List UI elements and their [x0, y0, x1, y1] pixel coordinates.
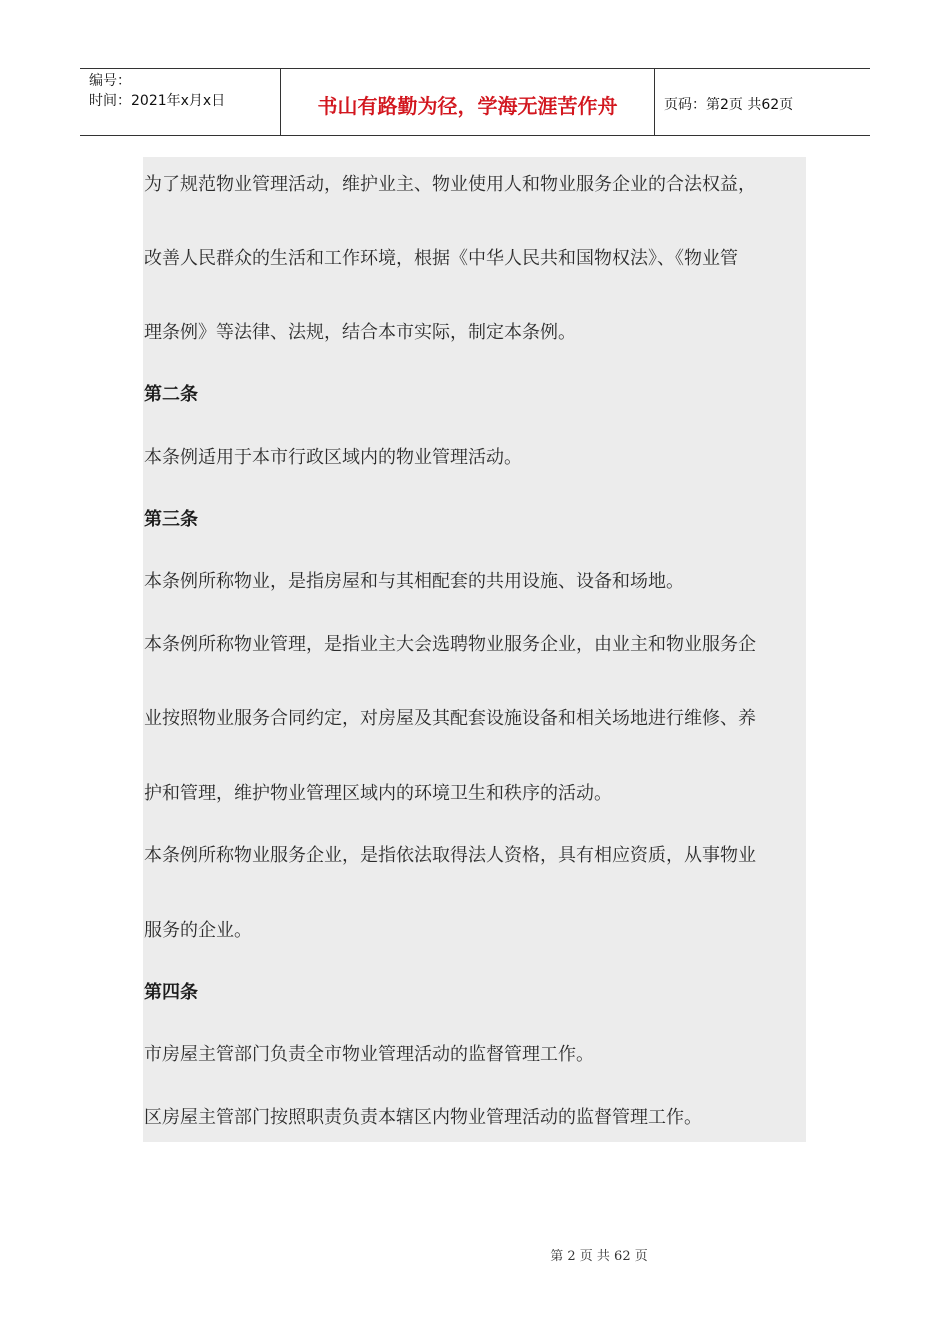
paragraph-line: 理条例》等法律、法规，结合本市实际，制定本条例。 [144, 322, 576, 343]
paragraph-line: 护和管理，维护物业管理区域内的环境卫生和秩序的活动。 [144, 783, 612, 804]
date-label: 时间：2021年x月x日 [89, 93, 226, 109]
page-footer [0, 1245, 950, 1264]
paragraph-line: 本条例所称物业服务企业，是指依法取得法人资格，具有相应资质，从事物业 [144, 845, 756, 866]
paragraph-line: 业按照物业服务合同约定，对房屋及其配套设施设备和相关场地进行维修、养 [144, 708, 756, 729]
article-heading: 第三条 [144, 509, 198, 530]
paragraph-line: 服务的企业。 [144, 920, 252, 941]
header-page-info: 页码：第2页 共62页 [664, 97, 794, 113]
paragraph-line: 区房屋主管部门按照职责负责本辖区内物业管理活动的监督管理工作。 [144, 1107, 702, 1128]
header-meta-cell [80, 69, 281, 135]
document-body [143, 157, 806, 1142]
article-heading: 第二条 [144, 384, 198, 405]
paragraph-line: 本条例所称物业，是指房屋和与其相配套的共用设施、设备和场地。 [144, 571, 684, 592]
document-header [80, 68, 870, 136]
paragraph-line: 为了规范物业管理活动，维护业主、物业使用人和物业服务企业的合法权益， [144, 174, 756, 195]
footer-page-number: 第 2 页 共 62 页 [550, 1249, 648, 1264]
header-page-cell [655, 69, 870, 135]
paragraph-line: 本条例所称物业管理，是指业主大会选聘物业服务企业，由业主和物业服务企 [144, 634, 756, 655]
header-motto-cell [281, 69, 655, 135]
paragraph-line: 市房屋主管部门负责全市物业管理活动的监督管理工作。 [144, 1044, 594, 1065]
serial-number-label: 编号： [89, 73, 131, 89]
article-heading: 第四条 [144, 982, 198, 1003]
header-motto: 书山有路勤为径，学海无涯苦作舟 [317, 93, 618, 118]
paragraph-line: 改善人民群众的生活和工作环境，根据《中华人民共和国物权法》、《物业管 [144, 248, 738, 269]
paragraph-line: 本条例适用于本市行政区域内的物业管理活动。 [144, 447, 522, 468]
